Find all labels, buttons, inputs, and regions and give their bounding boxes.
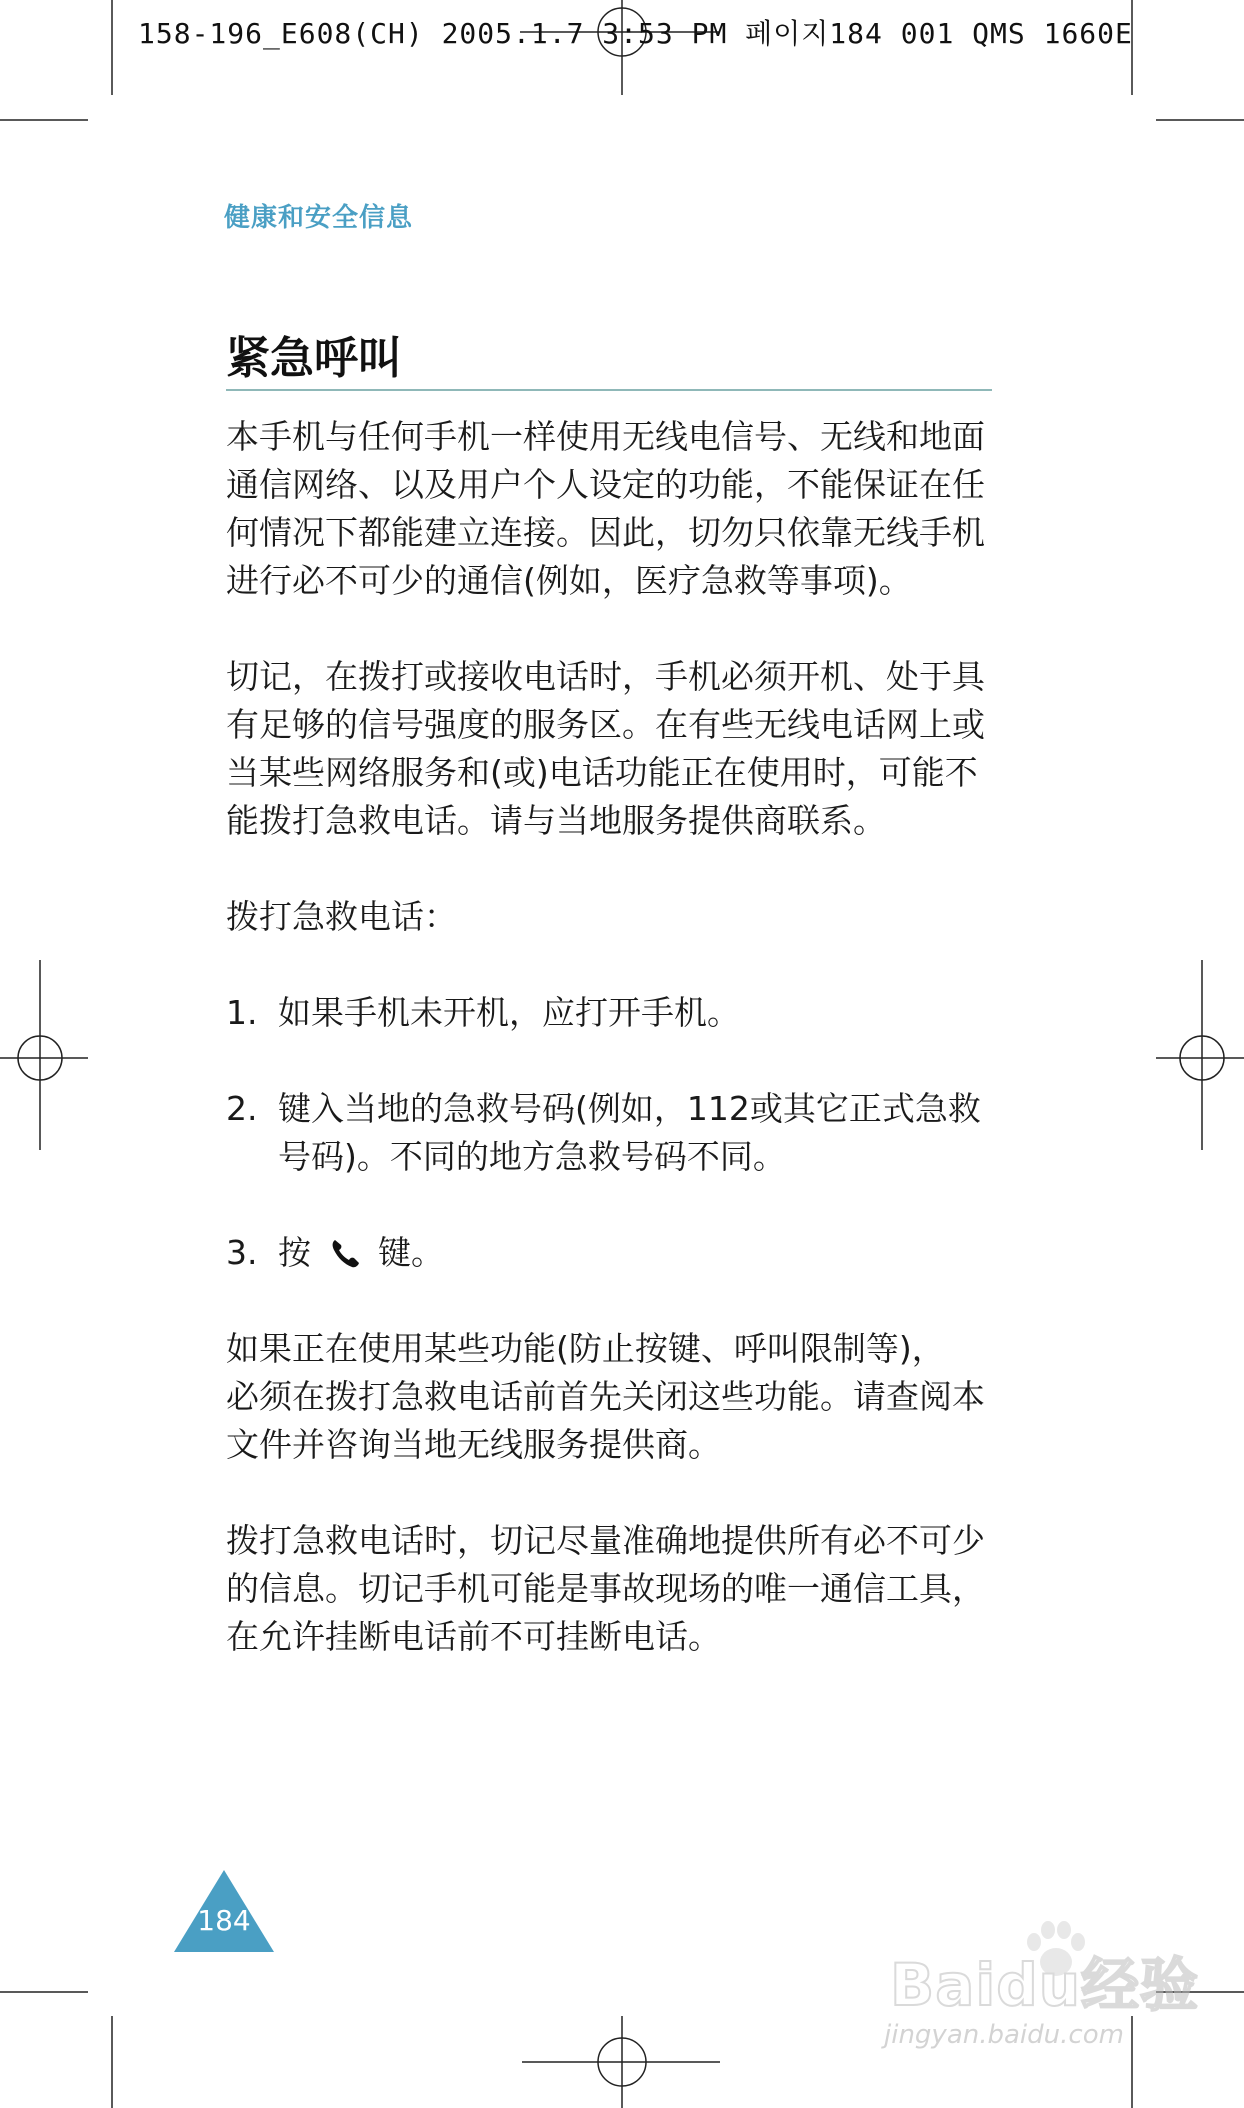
call-key-icon <box>328 1236 362 1270</box>
step-number: 2. <box>226 1089 258 1128</box>
section-label: 健康和安全信息 <box>224 203 414 233</box>
print-slug: 158-196_E608(CH) 2005.1.7 3:53 PM 페이지184 001 QMS 1660E <box>138 17 1133 50</box>
paragraph-3b: 必须在拨打急救电话前首先关闭这些功能。请查阅本文件并咨询当地无线服务提供商。 <box>226 1377 985 1464</box>
step-text-after: 键。 <box>378 1233 444 1272</box>
steps-list <box>226 989 996 1277</box>
page-number-badge <box>174 1870 274 1952</box>
title-divider <box>226 389 992 391</box>
body-text <box>226 413 996 1709</box>
step-number: 1. <box>226 993 258 1032</box>
step-2 <box>226 1085 996 1181</box>
watermark-url: jingyan.baidu.com <box>884 2020 1124 2050</box>
page-number: 184 <box>197 1904 251 1937</box>
step-text: 键入当地的急救号码(例如，112或其它正式急救号码)。不同的地方急救号码不同。 <box>278 1089 981 1176</box>
paragraph-4: 拨打急救电话时，切记尽量准确地提供所有必不可少的信息。切记手机可能是事故现场的唯一通信工具，在允许挂断电话前不可挂断电话。 <box>226 1521 985 1656</box>
steps-intro: 拨打急救电话： <box>226 897 457 936</box>
paragraph-1: 本手机与任何手机一样使用无线电信号、无线和地面通信网络、以及用户个人设定的功能，不能保证在任何情况下都能建立连接。因此，切勿只依靠无线手机进行必不可少的通信(例如，医疗急救等事项)。 <box>226 417 985 600</box>
step-text-before: 按 <box>278 1233 311 1272</box>
watermark-brand: Baidu经验 <box>890 1951 1200 2019</box>
watermark <box>870 1920 1200 2060</box>
step-3 <box>226 1229 996 1277</box>
step-1 <box>226 989 996 1037</box>
paragraph-3a: 如果正在使用某些功能(防止按键、呼叫限制等)， <box>226 1329 945 1368</box>
page-title: 紧急呼叫 <box>226 333 402 384</box>
step-number: 3. <box>226 1233 258 1272</box>
paragraph-2: 切记，在拨打或接收电话时，手机必须开机、处于具有足够的信号强度的服务区。在有些无线电话网上或当某些网络服务和(或)电话功能正在使用时，可能不能拨打急救电话。请与当地服务提供商联系。 <box>226 657 985 840</box>
step-text <box>278 1229 996 1277</box>
step-text: 如果手机未开机，应打开手机。 <box>278 993 740 1032</box>
